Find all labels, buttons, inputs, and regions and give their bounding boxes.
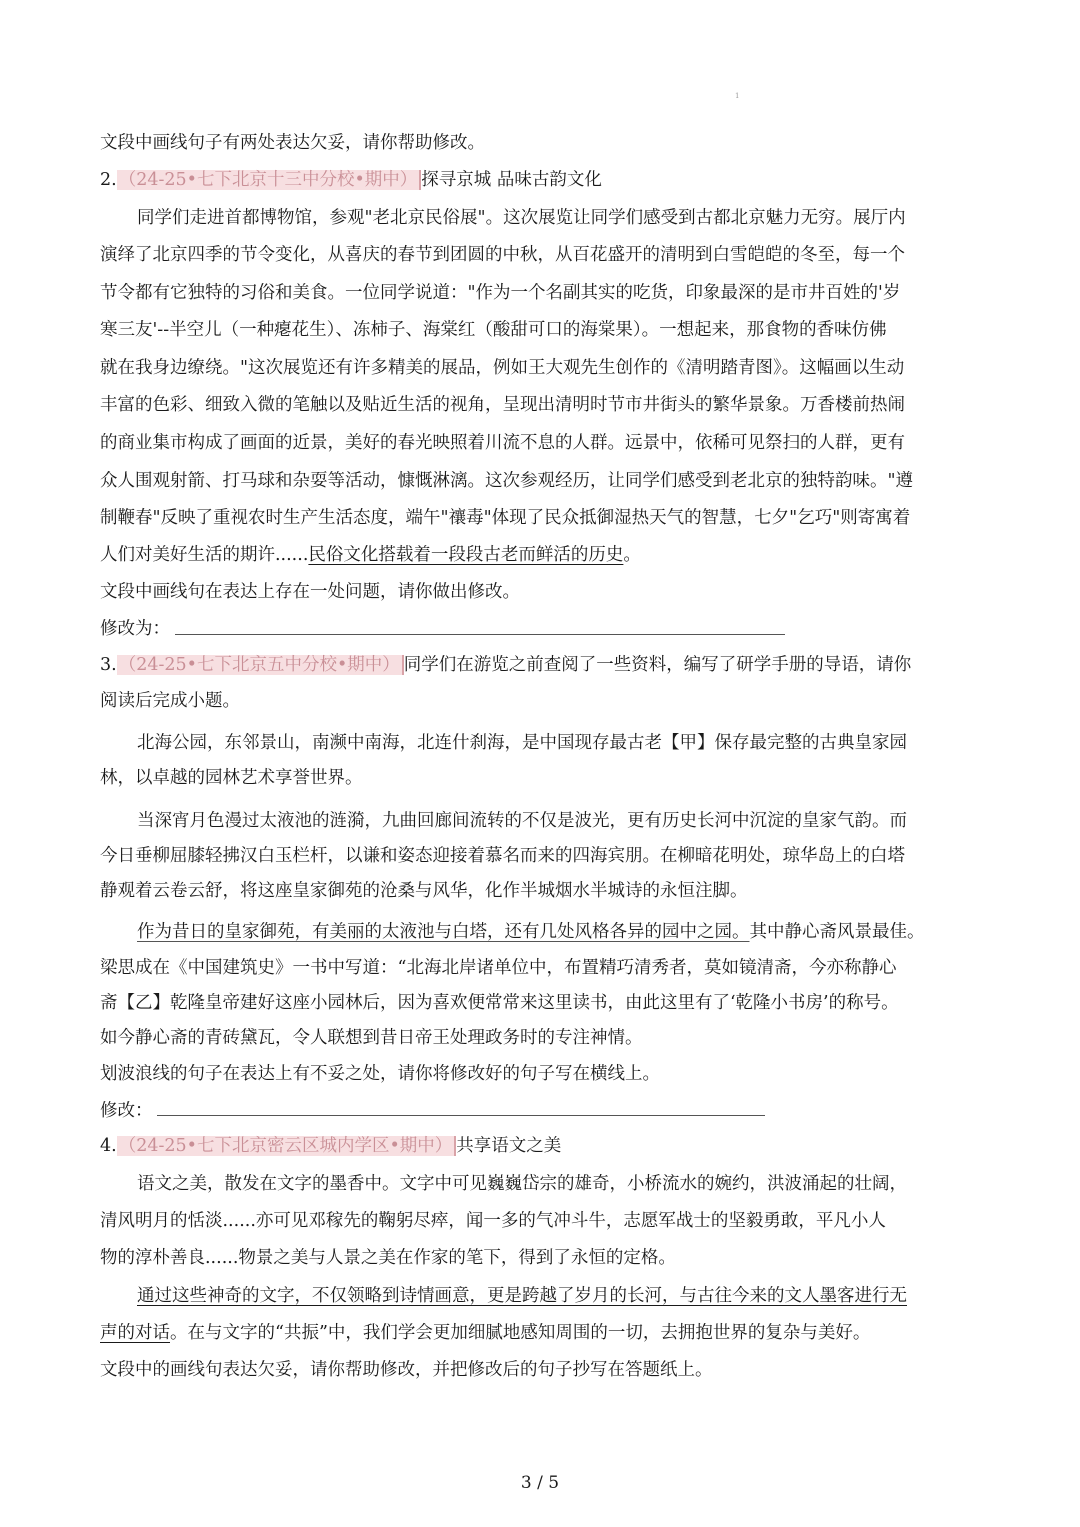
q4-p2-line: [100, 1321, 870, 1345]
page-number: 3 / 5: [520, 1473, 560, 1493]
q2-underlined-sentence: 民俗文化搭载着一段段古老而鲜活的历史: [308, 545, 624, 565]
q3-p3-first: [137, 920, 925, 944]
q2-line: 寒三友'--半空儿（一种瘪花生）、冻柿子、海棠红（酸甜可口的海棠果）。一想起来，那食物的香味仿佛: [100, 320, 887, 340]
q2-last-end: 。: [623, 545, 641, 565]
q4-underlined-line: [137, 1284, 907, 1308]
q2-line: 同学们走进首都博物馆，参观"老北京民俗展"。这次展览让同学们感受到古都北京魅力无穷。展厅内: [137, 208, 906, 228]
q3-p2-line: 今日垂柳屈膝轻拂汉白玉栏杆，以谦和姿态迎接着慕名而来的四海宾朋。在柳暗花明处，琼华岛上的白塔: [100, 846, 905, 866]
q2-last-line: [100, 543, 641, 567]
q3-p3-line: 斋【乙】乾隆皇帝建好这座小园林后，因为喜欢便常常来这里读书，由此这里有了‘乾隆小书房’的称号。: [100, 993, 899, 1013]
q2-line: 节令都有它独特的习俗和美食。一位同学说道："作为一个名副其实的吃货，印象最深的是市井百姓的'岁: [100, 283, 901, 303]
q2-line: 就在我身边缭绕。"这次展览还有许多精美的展品，例如王大观先生创作的《清明踏青图》。这幅画以生动: [100, 358, 905, 378]
q3-p2-line: 静观着云卷云舒，将这座皇家御苑的沧桑与风华，化作半城烟水半城诗的永恒注脚。: [100, 881, 748, 901]
q1-instruction: 文段中画线句子有两处表达欠妥，请你帮助修改。: [100, 133, 485, 153]
q4-number: 4.: [100, 1136, 117, 1156]
q3-p3-rest: 其中静心斋风景最佳。: [749, 922, 925, 942]
q2-last-plain: 人们对美好生活的期许......: [100, 545, 309, 565]
q3-p3-line: 如今静心斋的青砖黛瓦，令人联想到昔日帝王处理政务时的专注神情。: [100, 1028, 643, 1048]
q2-line: 众人围观射箭、打马球和杂耍等活动，慷慨淋漓。这次参观经历，让同学们感受到老北京的独特韵味。"遵: [100, 471, 914, 491]
q2-line: 演绎了北京四季的节令变化，从喜庆的春节到团圆的中秋，从百花盛开的清明到白雪皑皑的冬至，每一个: [100, 245, 905, 265]
q4-title: 共享语文之美: [456, 1136, 562, 1156]
q3-instruction: 划波浪线的句子在表达上有不妥之处，请你将修改好的句子写在横线上。: [100, 1064, 660, 1084]
q3-source-tag: （24-25•七下北京五中分校•期中）: [117, 655, 404, 675]
q4-underlined-sentence-end: 声的对话: [100, 1323, 170, 1343]
q3-title-cont: 阅读后完成小题。: [100, 691, 240, 711]
q4-p1-line: 清风明月的恬淡......亦可见邓稼先的鞠躬尽瘁，闻一多的气冲斗牛，志愿军战士的坚毅勇敢，平凡小人: [100, 1211, 886, 1231]
q4-instruction: 文段中的画线句表达欠妥，请你帮助修改，并把修改后的句子抄写在答题纸上。: [100, 1360, 713, 1380]
q2-line: 制鞭春"反映了重视农时生产生活态度，端午"禳毒"体现了民众抵御湿热天气的智慧，七夕"乞巧"则寄寓着: [100, 508, 911, 528]
q2-title: 探寻京城 品味古韵文化: [421, 170, 602, 190]
scan-mark: 1: [735, 92, 740, 100]
q3-p1-line: 北海公园，东邻景山，南濒中南海，北连什刹海，是中国现存最古老【甲】保存最完整的古典皇家园: [137, 733, 907, 753]
q3-header: [100, 653, 911, 677]
q2-instruction: 文段中画线句在表达上存在一处问题，请你做出修改。: [100, 582, 520, 602]
q3-p3-line: 梁思成在《中国建筑史》一书中写道：“北海北岸诸单位中，布置精巧清秀者，莫如镜清斋，今亦称静心: [100, 958, 897, 978]
q4-underlined-sentence: 通过这些神奇的文字，不仅领略到诗情画意，更是跨越了岁月的长河，与古往今来的文人墨客进行无: [137, 1286, 907, 1306]
q3-title: 同学们在游览之前查阅了一些资料，编写了研学手册的导语，请你: [403, 655, 912, 675]
q4-p1-line: 物的淳朴善良......物景之美与人景之美在作家的笔下，得到了永恒的定格。: [100, 1248, 676, 1268]
q3-p1-line: 林，以卓越的园林艺术享誉世界。: [100, 768, 363, 788]
q2-answer-label: 修改为：: [100, 619, 170, 639]
q4-p1-line: 语文之美，散发在文字的墨香中。文字中可见巍巍岱宗的雄奇，小桥流水的婉约，洪波涌起的壮阔，: [137, 1174, 907, 1194]
q2-number: 2.: [100, 170, 117, 190]
q4-source-tag: （24-25•七下北京密云区城内学区•期中）: [117, 1136, 457, 1156]
q2-answer-line[interactable]: [175, 634, 785, 635]
q4-header: [100, 1134, 561, 1158]
q2-header: [100, 168, 602, 192]
q3-wavy-sentence: 作为昔日的皇家御苑，有美丽的太液池与白塔，还有几处风格各异的园中之园。: [137, 922, 750, 942]
q3-p2-line: 当深宵月色漫过太液池的涟漪，九曲回廊间流转的不仅是波光，更有历史长河中沉淀的皇家气韵。而: [137, 811, 907, 831]
q3-answer-label: 修改：: [100, 1101, 153, 1121]
q2-line: 丰富的色彩、细致入微的笔触以及贴近生活的视角，呈现出清明时节市井街头的繁华景象。万香楼前热闹: [100, 395, 905, 415]
q3-number: 3.: [100, 655, 117, 675]
q3-answer-line[interactable]: [157, 1115, 765, 1116]
q2-source-tag: （24-25•七下北京十三中分校•期中）: [117, 170, 422, 190]
q2-line: 的商业集市构成了画面的近景，美好的春光映照着川流不息的人群。远景中，依稀可见祭扫的人群，更有: [100, 433, 905, 453]
q4-p2-rest: 。在与文字的“共振”中，我们学会更加细腻地感知周围的一切，去拥抱世界的复杂与美好。: [170, 1323, 871, 1343]
